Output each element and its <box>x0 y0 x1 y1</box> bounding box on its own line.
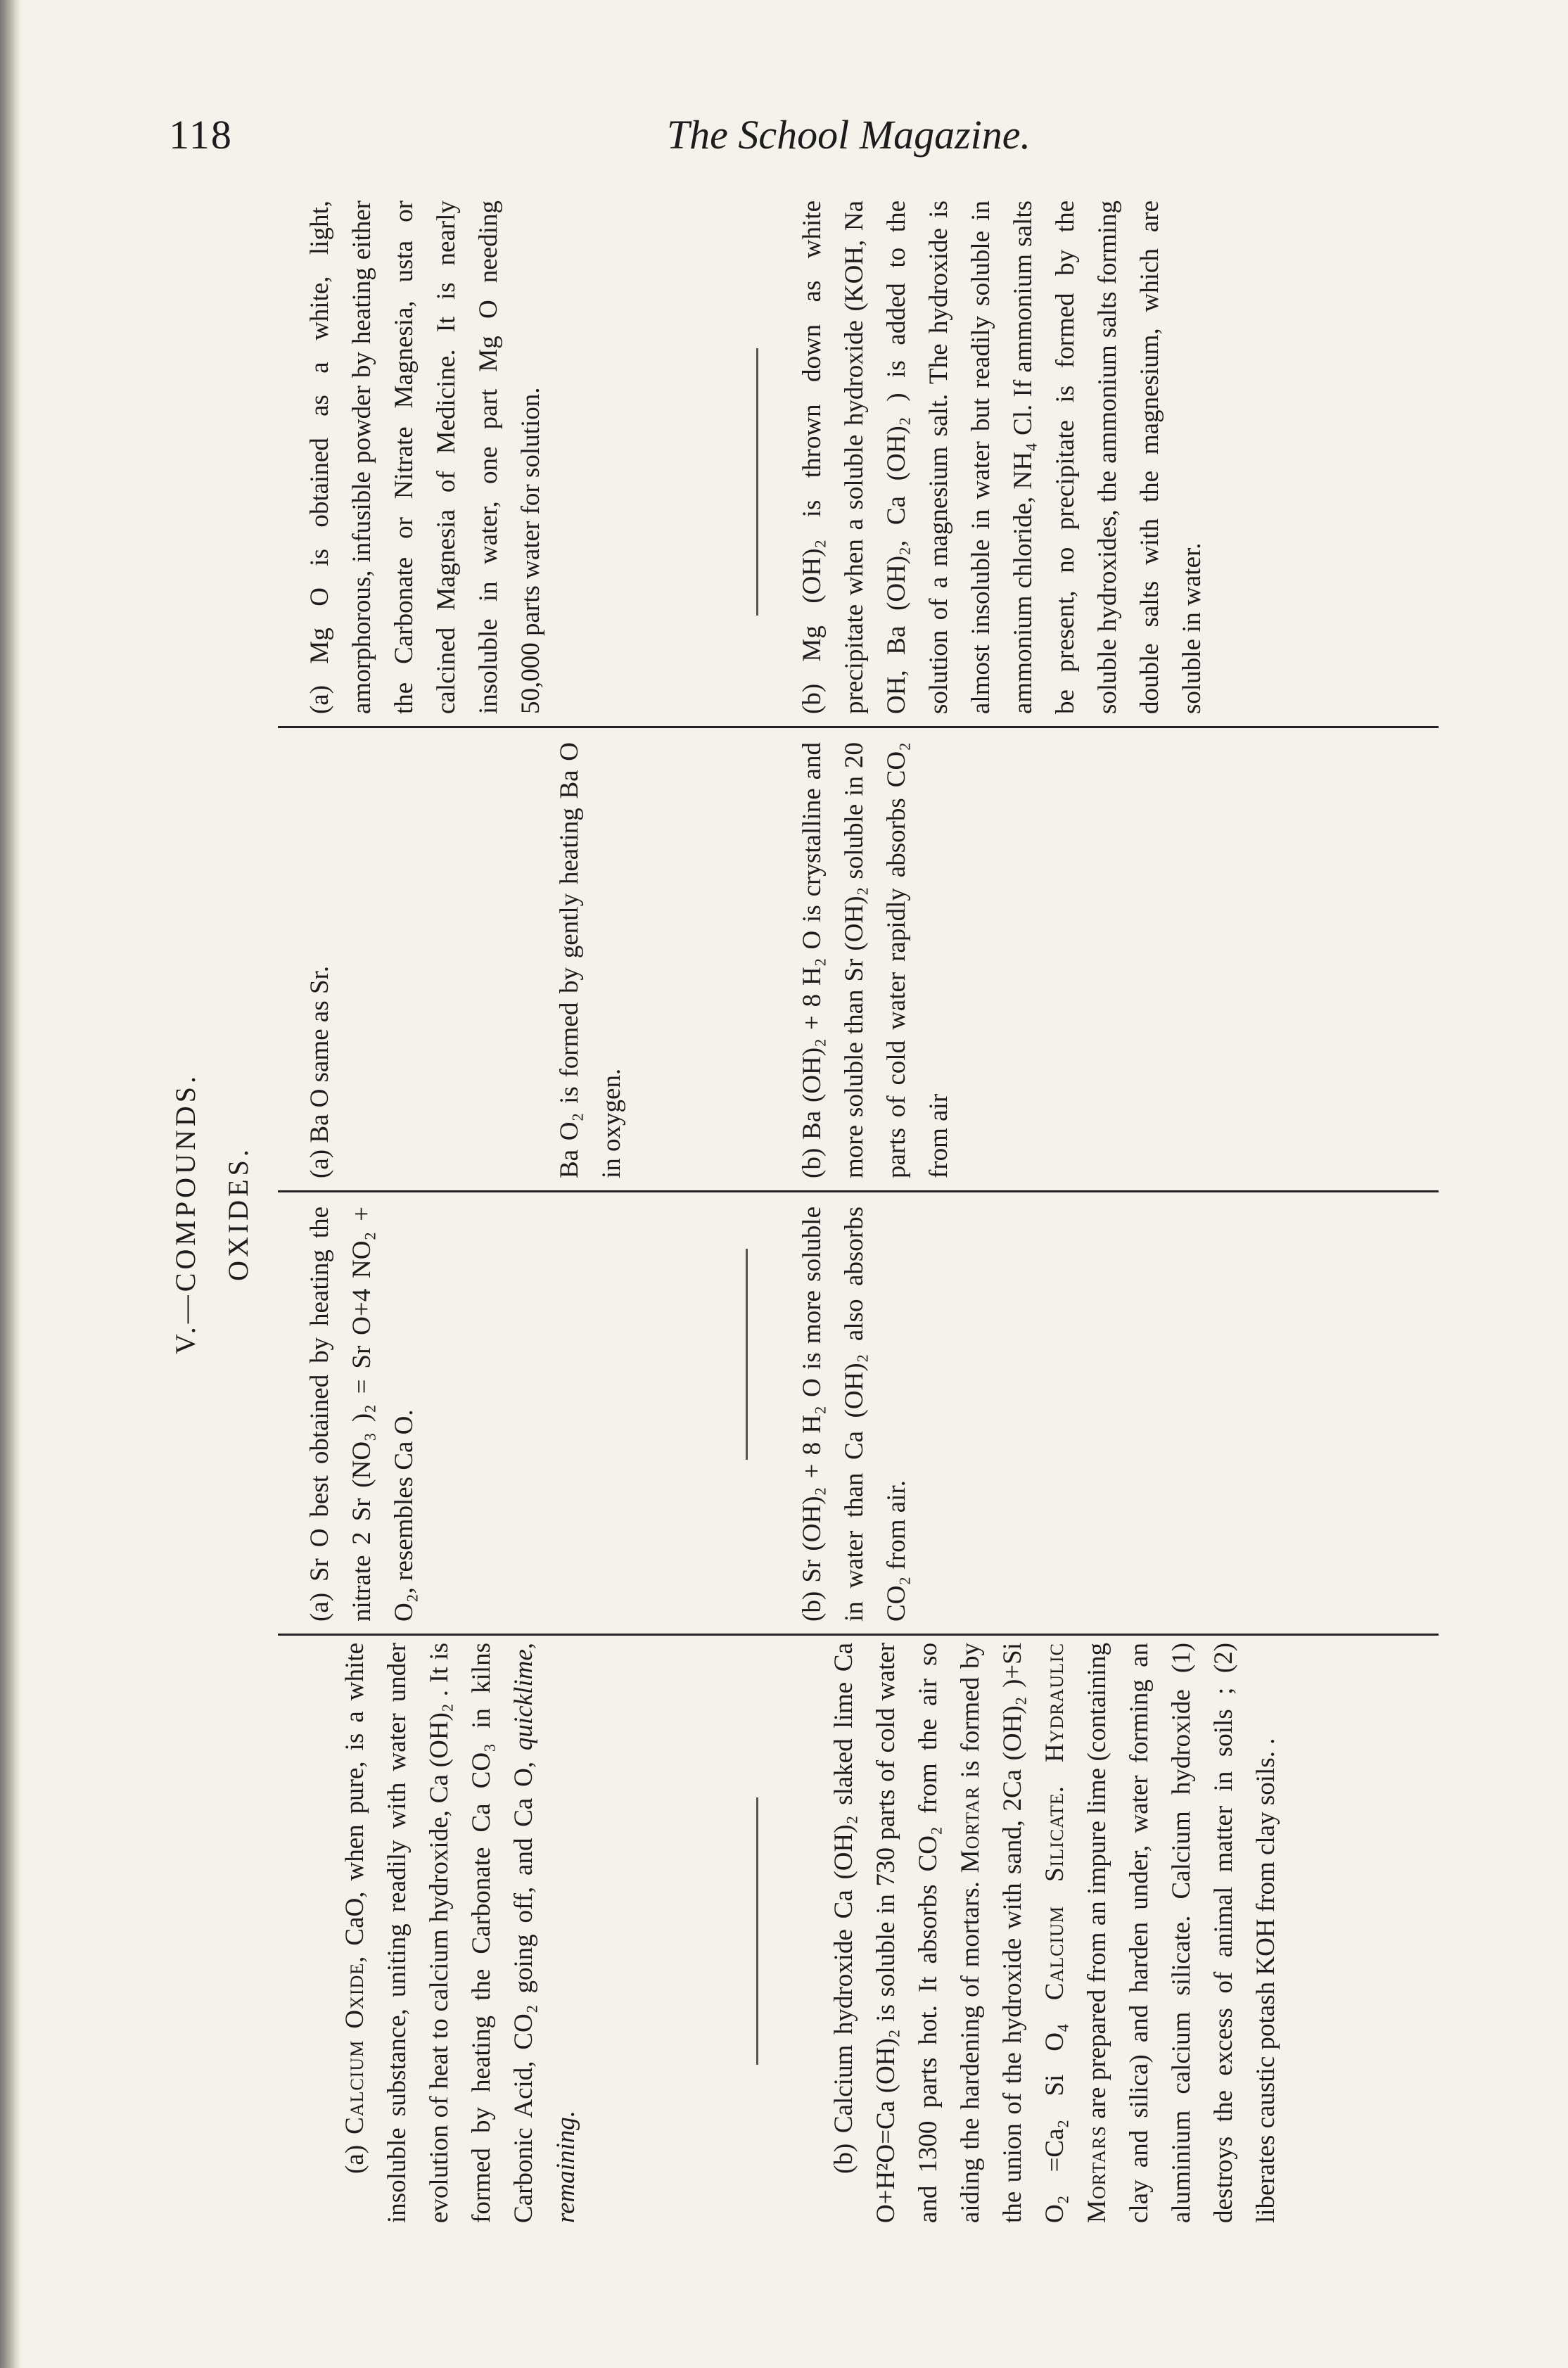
calcium-b-silicate: Calcium Silicate. <box>1040 1785 1069 2001</box>
barium-peroxide-cell: Ba O₂ is formed by gently heating Ba O in oxygen. <box>555 742 626 1178</box>
calcium-oxide-cell <box>334 1643 587 2223</box>
magnesium-hydroxide-cell: (b) Mg (OH)₂ is thrown down as white precipitate when a soluble hydroxide (KOH, Na OH, Ba (OH)₂, Ca (OH)₂ ) is added to the solution of a magnesium salt. The hydroxide is almost insoluble in water but readily soluble in ammonium chloride, NH₄ Cl. If ammonium salts be present, no precipitate is formed by the soluble hydroxides, the ammonium salts forming double salts with the magnesium, which are soluble in water. <box>798 200 1206 714</box>
calcium-b-mortar: Mortar <box>956 1785 985 1873</box>
running-head: The School Magazine. <box>666 112 1031 158</box>
calcium-a-text: , CaO, when pure, is a white insoluble substance, uniting readily with water under evolution of heat to calcium hydroxide, Ca (OH)₂ . It is formed by heating the Carbonate Ca CO₃ in kilns Carbonic Acid, CO₂ going off, and Ca O, <box>340 1643 538 2223</box>
calcium-b-text-2: is formed by the union of the hydroxide with sand, 2Ca (OH)₂ )+Si O₂ =Ca₂ Si O₄ <box>956 1643 1069 2223</box>
section-title: V.—COMPOUNDS. <box>170 1073 201 1354</box>
table-rule-middle <box>278 1190 1439 1192</box>
rotated-table-block <box>169 193 1449 2234</box>
calcium-b-text-1: (b) Calcium hydroxide Ca (OH)₂ slaked lime Ca O+H²O=Ca (OH)₂ is soluble in 730 parts of cold water and 1300 parts hot. It absorbs CO₂ from the air so aiding the hardening of mortars. <box>829 1643 985 2223</box>
calcium-a-name: Calcium Oxide <box>340 1962 369 2134</box>
table-rule-right <box>278 726 1439 728</box>
section-subtitle: OXIDES. <box>222 1146 254 1281</box>
magnesium-oxide-cell: (a) Mg O is obtained as a white, light, amorphorous, infusible powder by heating either the Carbonate or Nitrate Magnesia, usta or calcined Magnesia of Medicine. It is nearly insoluble in water, one part Mg O needing 50,000 parts water for solution. <box>305 200 545 714</box>
barium-oxide-cell: (a) Ba O same as Sr. <box>305 965 334 1178</box>
barium-hydroxide-cell: (b) Ba (OH)₂ + 8 H₂ O is crystalline and more soluble than Sr (OH)₂ soluble in 20 parts of cold water rapidly absorbs CO₂ from air <box>798 742 953 1178</box>
calcium-hydroxide-cell <box>823 1643 1287 2223</box>
row-separator-strontium <box>746 1249 748 1460</box>
calcium-a-italic: quicklime, remaining. <box>509 1643 580 2223</box>
calcium-a-label: (a) <box>340 2144 369 2174</box>
page-number: 118 <box>169 112 233 158</box>
strontium-hydroxide-cell: (b) Sr (OH)₂ + 8 H₂ O is more soluble in water than Ca (OH)₂ also absorbs CO₂ from air. <box>798 1207 911 1622</box>
row-separator-magnesium <box>756 348 758 616</box>
strontium-oxide-cell: (a) Sr O best obtained by heating the nitrate 2 Sr (NO₃ )₂ = Sr O+4 NO₂ + O₂, resembles Ca O. <box>305 1207 419 1622</box>
book-binding-edge <box>0 0 21 2368</box>
row-separator-calcium <box>756 1797 758 2065</box>
calcium-b-text-4: are prepared from an impure lime (containing clay and silica) and harden under, water forming an aluminium calcium silicate. Calcium hydroxide (1) destroys the excess of animal matter in soils ; (2) liberates caustic potash KOH from clay soils. . <box>1083 1643 1280 2223</box>
calcium-b-hydraulic: Hydraulic Mortars <box>1040 1642 1111 2223</box>
table-rule-left <box>278 1634 1439 1636</box>
calcium-b-text-3 <box>1040 1762 1069 1785</box>
